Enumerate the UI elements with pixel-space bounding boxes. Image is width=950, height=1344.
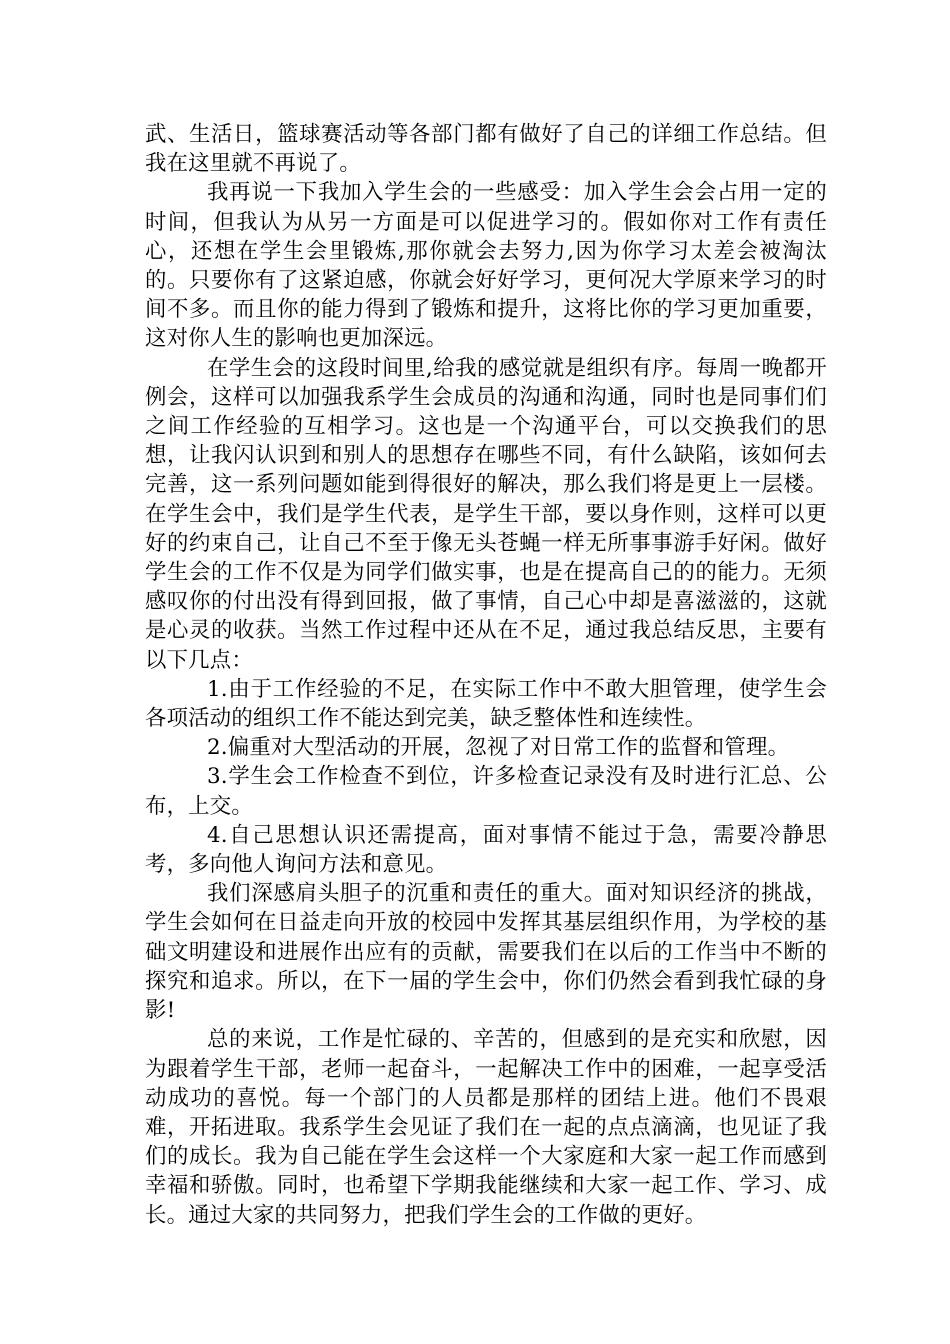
paragraph-conclusion: 总的来说，工作是忙碌的、辛苦的，但感到的是充实和欣慰，因为跟着学生干部，老师一起奋斗，一起解决工作中的困难，一起享受活动成功的喜悦。每一个部门的人员都是那样的团结上进。他们不畏艰难，开拓进取。我系学生会见证了我们在一起的点点滴滴，也见证了我们的成长。我为自己能在学生会这样一个大家庭和大家一起工作而感到幸福和骄傲。同时，也希望下学期我能继续和大家一起工作、学习、成长。通过大家的共同努力，把我们学生会的工作做的更好。	[145, 1027, 827, 1228]
paragraph-continuation: 武、生活日，篮球赛活动等各部门都有做好了自己的详细工作总结。但我在这里就不再说了。	[145, 122, 827, 177]
paragraph-organization: 在学生会的这段时间里,给我的感觉就是组织有序。每周一晚都开例会，这样可以加强我系学生会成员的沟通和沟通，同时也是同事们们之间工作经验的互相学习。这也是一个沟通平台，可以交换我们的思想，让我闪认识到和别人的思想存在哪些不同，有什么缺陷，该如何去完善，这一系列问题如能到得很好的解决，那么我们将是更上一层楼。在学生会中，我们是学生代表，是学生干部，要以身作则，这样可以更好的约束自己，让自己不至于像无头苍蝇一样无所事事游手好闲。做好学生会的工作不仅是为同学们做实事，也是在提高自己的的能力。无须感叹你的付出没有得到回报，做了事情，自己心中却是喜滋滋的，这就是心灵的收获。当然工作过程中还从在不足，通过我总结反思，主要有以下几点：	[145, 355, 827, 673]
list-item-4: 4.自己思想认识还需提高，面对事情不能过于急，需要冷静思考，多向他人询问方法和意见。	[145, 822, 827, 878]
paragraph-feelings: 我再说一下我加入学生会的一些感受：加入学生会会占用一定的时间，但我认为从另一方面是可以促进学习的。假如你对工作有责任心，还想在学生会里锻炼,那你就会去努力,因为你学习太差会被淘汰的。只要你有了这紧迫感，你就会好好学习，更何况大学原来学习的时间不多。而且你的能力得到了锻炼和提升，这将比你的学习更加重要，这对你人生的影响也更加深远。	[145, 180, 827, 352]
list-item-1: 1.由于工作经验的不足，在实际工作中不敢大胆管理，使学生会各项活动的组织工作不能达到完美，缺乏整体性和连续性。	[145, 676, 827, 732]
list-item-2: 2.偏重对大型活动的开展，忽视了对日常工作的监督和管理。	[207, 735, 790, 761]
list-item-3: 3.学生会工作检查不到位，许多检查记录没有及时进行汇总、公布，上交。	[145, 764, 827, 819]
paragraph-responsibility: 我们深感肩头胆子的沉重和责任的重大。面对知识经济的挑战，学生会如何在日益走向开放的校园中发挥其基层组织作用，为学校的基础文明建设和进展作出应有的贡献，需要我们在以后的工作当中不断的探究和追求。所以，在下一届的学生会中，你们仍然会看到我忙碌的身影!	[145, 881, 827, 1024]
document-body	[145, 120, 827, 1230]
